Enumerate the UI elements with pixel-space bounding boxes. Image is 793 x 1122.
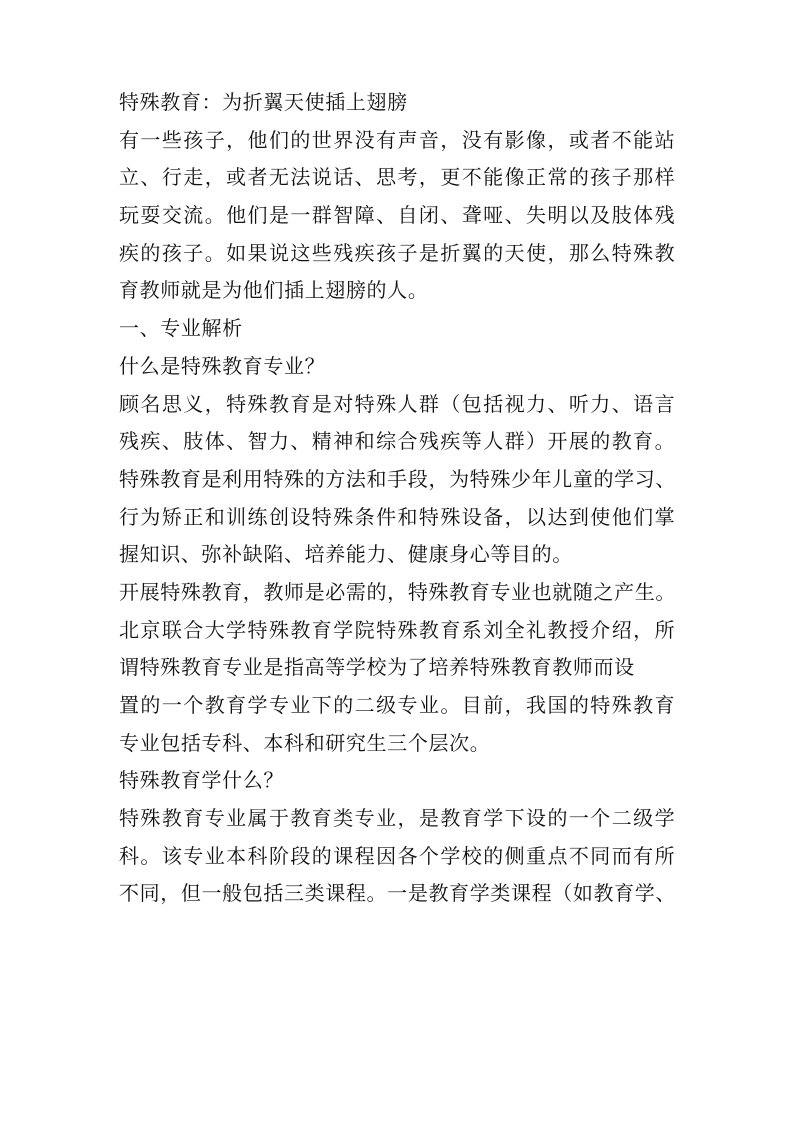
text-line	[119, 235, 679, 273]
text-line	[119, 875, 679, 913]
text-line	[119, 687, 679, 725]
text-line	[119, 197, 679, 235]
text-line-text: 一、专业解析	[119, 316, 243, 341]
text-line-text: 立、行走，或者无法说话、思考，更不能像正常的孩子那样	[119, 165, 676, 190]
text-line-text: 开展特殊教育，教师是必需的，特殊教育专业也就随之产生。	[119, 579, 676, 604]
text-line-text: 不同，但一般包括三类课程。一是教育学类课程（如教育学、	[119, 881, 676, 906]
document-lines	[119, 122, 679, 913]
text-line	[119, 348, 679, 386]
text-line-text: 专业包括专科、本科和研究生三个层次。	[119, 730, 491, 755]
text-line-text: 置的一个教育学专业下的二级专业。目前，我国的特殊教育	[119, 693, 676, 717]
text-line-text: 特殊教育学什么？	[119, 768, 285, 793]
text-line-text: 残疾、肢体、智力、精神和综合残疾等人群）开展的教育。	[119, 429, 676, 454]
text-line-text: 疾的孩子。如果说这些残疾孩子是折翼的天使，那么特殊教	[119, 240, 676, 265]
text-line-text: 什么是特殊教育专业？	[119, 353, 326, 378]
text-line	[119, 725, 679, 763]
text-line-text: 科。该专业本科阶段的课程因各个学校的侧重点不同而有所	[119, 843, 676, 868]
text-line	[119, 499, 679, 537]
text-line-text: 握知识、弥补缺陷、培养能力、健康身心等目的。	[119, 542, 573, 567]
text-line	[119, 536, 679, 574]
text-line	[119, 574, 679, 612]
text-line-text: 特殊教育是利用特殊的方法和手段，为特殊少年儿童的学习、	[119, 466, 676, 491]
text-line-text: 谓特殊教育专业是指高等学校为了培养特殊教育教师而设	[119, 655, 635, 680]
document-title	[119, 84, 679, 122]
text-line	[119, 838, 679, 876]
text-line	[119, 272, 679, 310]
text-line	[119, 649, 679, 687]
text-line-text: 行为矫正和训练创设特殊条件和特殊设备，以达到使他们掌	[119, 504, 676, 529]
text-line	[119, 310, 679, 348]
text-line	[119, 800, 679, 838]
text-line-text: 有一些孩子，他们的世界没有声音，没有影像，或者不能站	[119, 127, 676, 152]
text-line	[119, 386, 679, 424]
text-line-text: 玩耍交流。他们是一群智障、自闭、聋哑、失明以及肢体残	[119, 203, 676, 228]
text-line	[119, 423, 679, 461]
document-title-text: 特殊教育：为折翼天使插上翅膀	[119, 90, 408, 114]
text-line-text: 育教师就是为他们插上翅膀的人。	[119, 278, 429, 303]
text-line-text: 特殊教育专业属于教育类专业，是教育学下设的一个二级学	[119, 806, 676, 831]
text-line-text: 顾名思义，特殊教育是对特殊人群（包括视力、听力、语言	[119, 391, 676, 416]
text-line	[119, 122, 679, 160]
text-line	[119, 461, 679, 499]
text-line	[119, 762, 679, 800]
document-body	[119, 84, 679, 913]
text-line	[119, 159, 679, 197]
text-line	[119, 612, 679, 650]
text-line-text: 北京联合大学特殊教育学院特殊教育系刘全礼教授介绍，所	[119, 617, 676, 642]
